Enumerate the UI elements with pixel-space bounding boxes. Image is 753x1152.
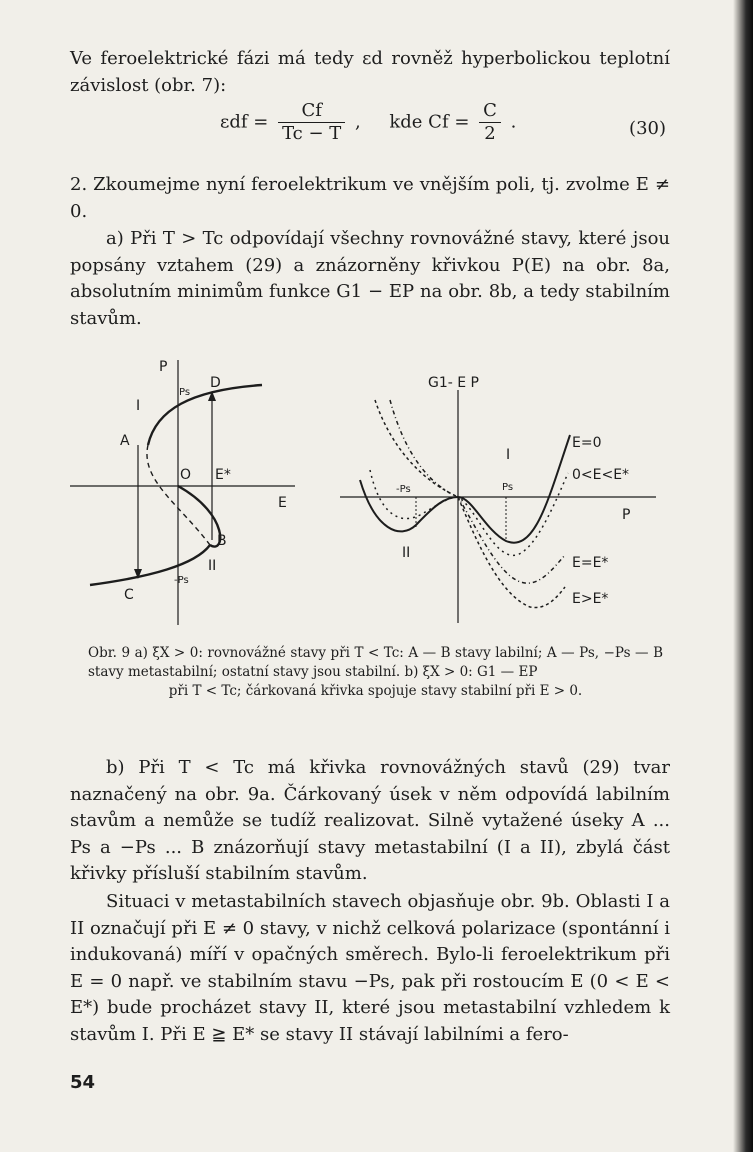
fig9b-curve-e0: [360, 435, 570, 543]
figure-9: [60, 355, 670, 637]
fig9a-label-region-i: I: [136, 398, 141, 414]
fig9b-label-region-ii: II: [402, 545, 411, 561]
eq-fraction-main: [278, 100, 345, 145]
fig9a-label-a: A: [120, 433, 130, 449]
eq-fraction-rhs: [479, 100, 501, 145]
paragraph-1: Ve feroelektrické fázi má tedy εd rovněž hyperbolickou teplotní závislost (obr. 7):: [70, 48, 670, 96]
fig9a-label-ps: Ps: [179, 387, 191, 398]
fig9a-label-neg-ps: -Ps: [174, 575, 189, 586]
eq-end: .: [510, 111, 517, 133]
caption-line-2: při T < Tc; čárkovaná křivka spojuje stavy stabilní při E > 0.: [168, 683, 583, 699]
eq-rhs-numerator: C: [479, 100, 501, 123]
fig9a-label-b: B: [217, 533, 227, 549]
fig9a-metastable-curve: [178, 486, 220, 547]
paragraph-5: Situaci v metastabilních stavech objasňuje obr. 9b. Oblasti I a II označují při E ≠ 0 stavy, v nichž celková polarizace (spontánní i indukovaná) míří v opačných směrech. Bylo-li feroelektrikum při E = 0 např. ve stabilním stavu −Ps, pak při rostoucím E (0 < E < E*) bude procházet stavy II, které jsou metastabilní vzhledem k stavům I. Při E ≧ E* se stavy II stávají labilními a fero-: [70, 891, 670, 1045]
caption-line-1: Obr. 9 a) ξX > 0: rovnovážné stavy při T < Tc: A — B stavy labilní; A — Ps, −Ps — B stavy metastabilní; ostatní stavy jsou stabilní. b) ξX > 0: G1 — EP: [88, 645, 663, 680]
equation-30: [70, 100, 670, 160]
eq-middle: , kde Cf =: [355, 111, 470, 133]
page-number: 54: [70, 1072, 96, 1093]
fig9a-label-e: E: [278, 495, 287, 511]
fig9b-label-region-i: I: [506, 447, 511, 463]
fig9a-upper-branch: [148, 385, 262, 445]
fig9b-curve-estar: [390, 400, 565, 583]
eq-lhs: εdf =: [220, 111, 269, 133]
fig9b-label-p: P: [622, 507, 631, 523]
fig9a-label-e-star: E*: [215, 467, 231, 483]
fig9a-label-c: C: [124, 587, 134, 603]
paragraph-2: 2. Zkoumejme nyní feroelektrikum ve vnějším poli, tj. zvolme E ≠ 0.: [70, 174, 670, 222]
fig9b-label-estar: E=E*: [572, 555, 609, 571]
fig9b-curve-mid: [370, 470, 568, 555]
figure-9b: [340, 375, 656, 623]
fig9b-label-mid: 0<E<E*: [572, 467, 630, 483]
fig9b-label-neg-ps: -Ps: [396, 484, 411, 495]
fig9a-label-p: P: [159, 359, 168, 375]
fig9a-label-d: D: [210, 375, 221, 391]
figure-9a: [70, 359, 295, 625]
eq-rhs-denominator: 2: [484, 123, 496, 144]
eq-denominator: Tc − T: [282, 123, 342, 144]
equation-body: [220, 100, 516, 145]
paragraph-4: b) Při T < Tc má křivka rovnovážných stavů (29) tvar naznačený na obr. 9a. Čárkovaný úsek v něm odpovídá labilním stavům a nemůže se tudíž realizovat. Silně vytažené úseky A ... Ps a −Ps ... B znázorňují stavy metastabilní (I a II), zbylá část křivky přísluší stabilním stavům.: [70, 757, 670, 884]
book-spine-shadow: [733, 0, 753, 1152]
figure-9-caption: [88, 644, 663, 701]
fig9a-lower-branch: [90, 545, 210, 585]
fig9a-label-origin: O: [180, 467, 192, 483]
fig9b-label-g: G1- E P: [428, 375, 479, 391]
fig9a-label-region-ii: II: [208, 558, 217, 574]
fig9b-label-e0: E=0: [572, 435, 602, 451]
fig9b-label-ps: Ps: [502, 482, 514, 493]
paragraph-3: a) Při T > Tc odpovídají všechny rovnovážné stavy, které jsou popsány vztahem (29) a znázorněny křivkou P(E) na obr. 8a, absolutním minimům funkce G1 − EP na obr. 8b, a tedy stabilním stavům.: [70, 228, 670, 329]
eq-numerator: Cf: [278, 100, 345, 123]
fig9b-label-gt: E>E*: [572, 591, 609, 607]
equation-number: (30): [629, 118, 666, 139]
